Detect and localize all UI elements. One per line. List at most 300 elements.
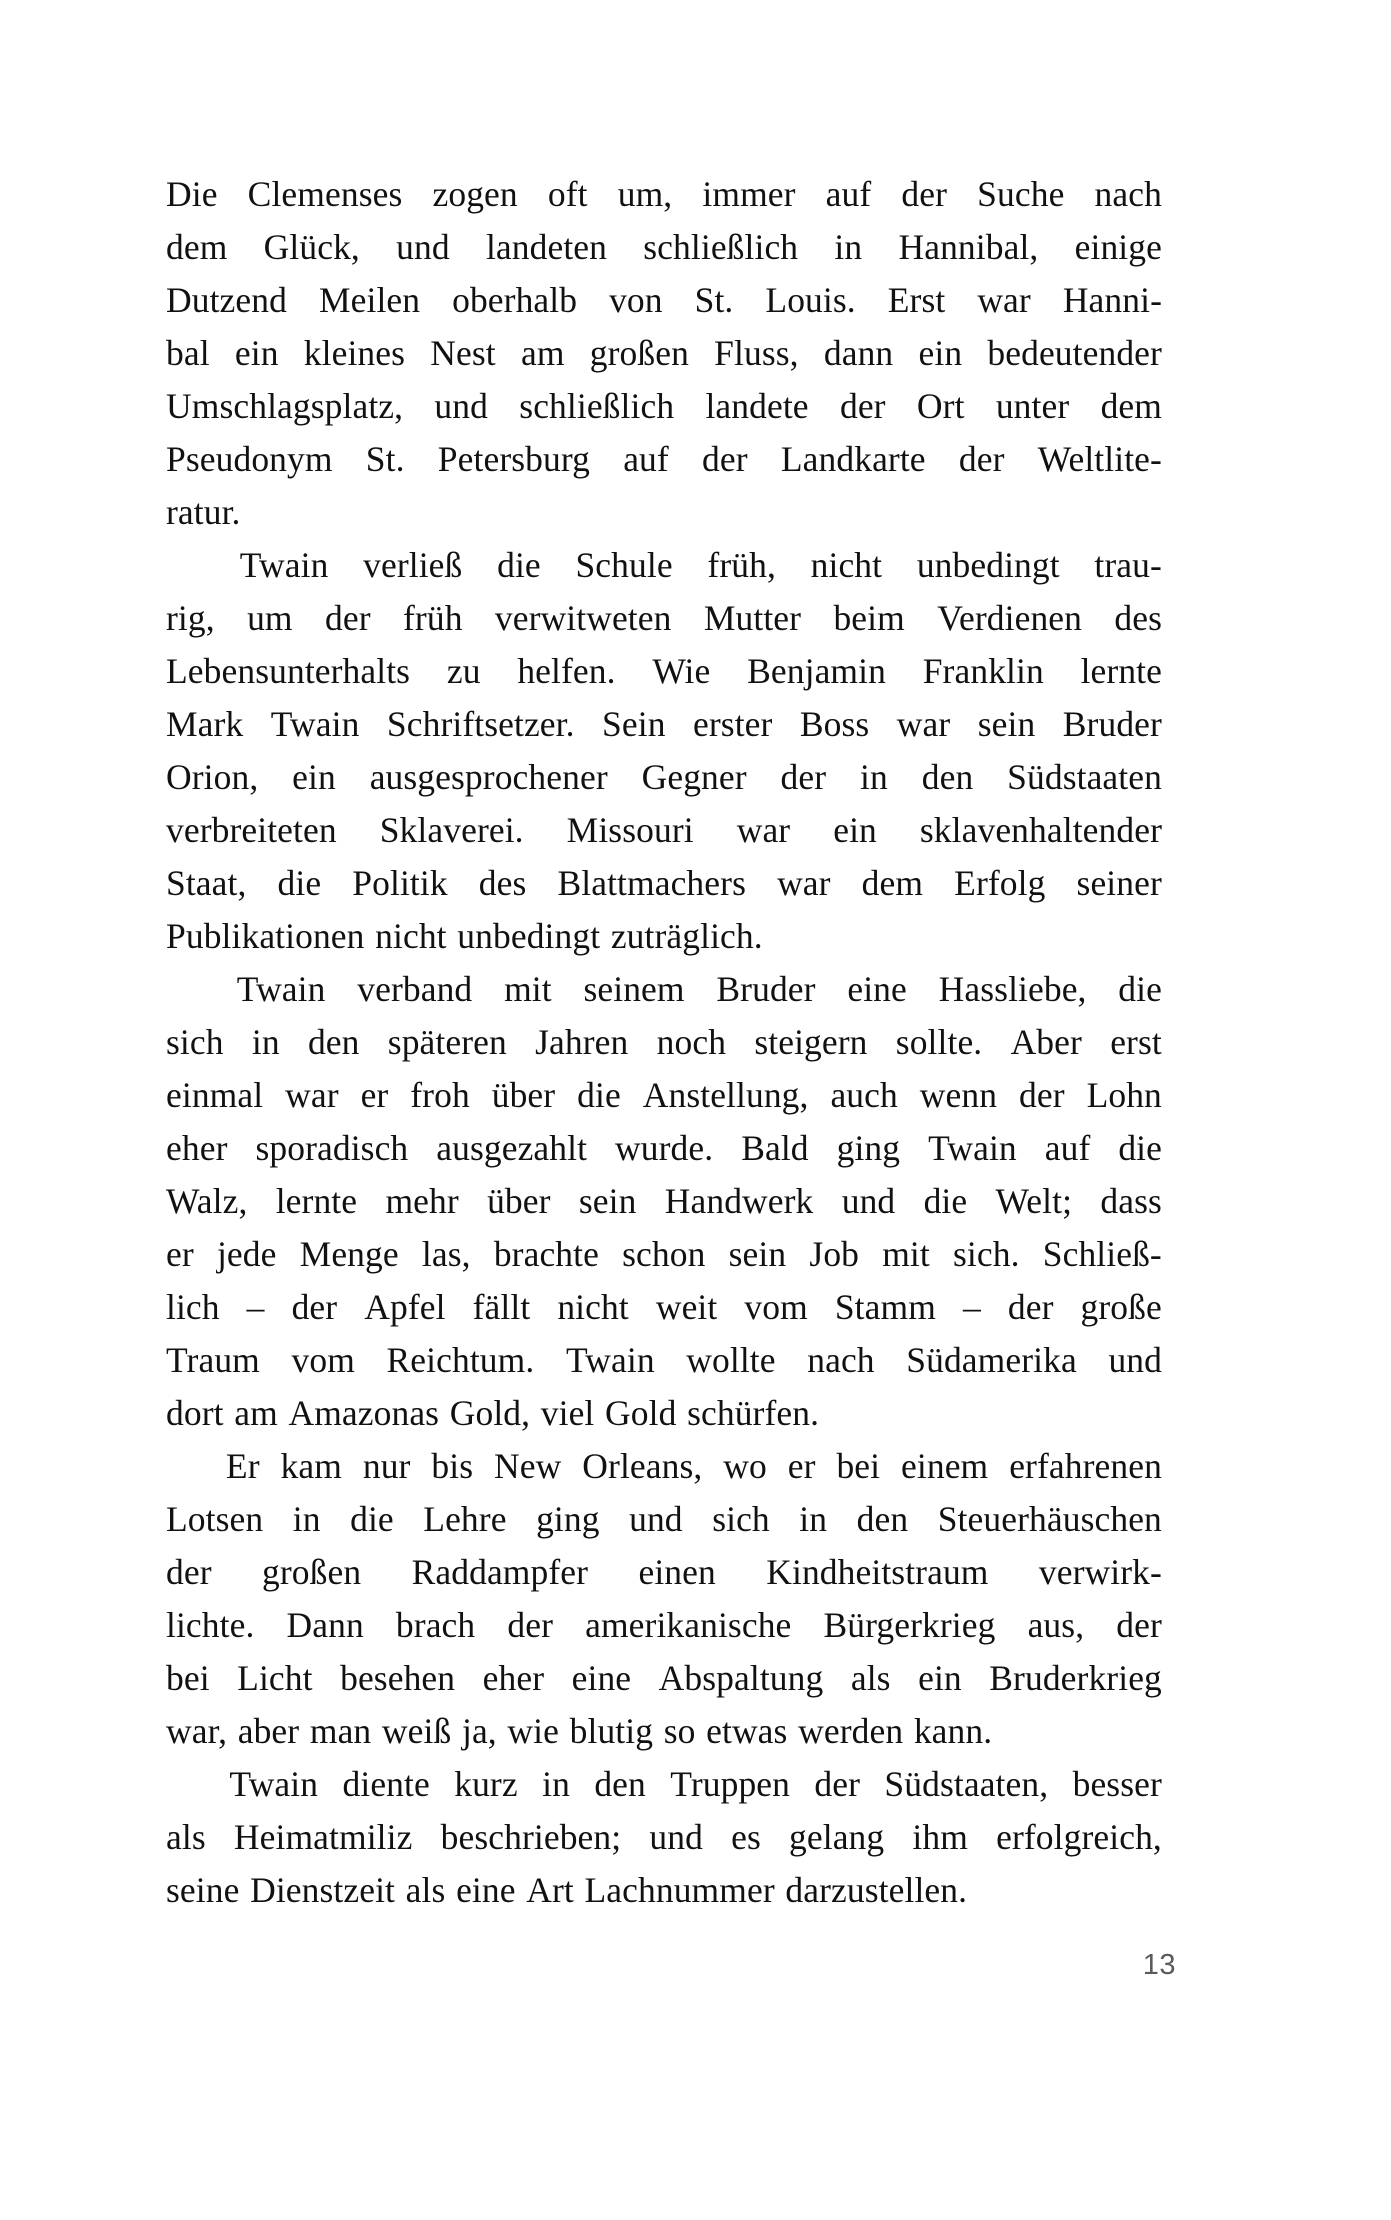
word: erfolgreich, [996, 1817, 1162, 1857]
paragraph [166, 963, 1162, 1440]
word: Südstaaten, [884, 1764, 1049, 1804]
word: verwirk- [1038, 1552, 1162, 1592]
word: am [520, 333, 565, 373]
word: Boss [799, 704, 870, 744]
word: wenn [919, 1075, 998, 1115]
word: helfen. [517, 651, 616, 691]
word: steigern [754, 1022, 868, 1062]
word: des [478, 863, 527, 903]
word: Hanni- [1062, 280, 1162, 320]
word: brach [395, 1605, 476, 1645]
word: Mark [166, 704, 244, 744]
word: Twain [236, 969, 326, 1009]
word: dann [823, 333, 894, 373]
word: ausgesprochener [369, 757, 608, 797]
word: brachte [493, 1234, 599, 1274]
word: Lachnummer [584, 1870, 775, 1910]
word: wollte [686, 1340, 776, 1380]
word: dem [166, 227, 228, 267]
word: so [663, 1711, 696, 1751]
word: wurde. [615, 1128, 714, 1168]
word: der [839, 386, 886, 426]
word: früh, [707, 545, 776, 585]
text-line [166, 963, 1162, 1016]
word: Heimatmiliz [233, 1817, 413, 1857]
word: sporadisch [255, 1128, 409, 1168]
word: war [977, 280, 1031, 320]
word: Anstellung, [642, 1075, 809, 1115]
word: späteren [387, 1022, 507, 1062]
word: Sein [602, 704, 666, 744]
word: war [777, 863, 831, 903]
word: und [434, 386, 488, 426]
word: Twain [928, 1128, 1017, 1168]
word: nicht [810, 545, 883, 585]
text-line [166, 910, 1162, 963]
word: Orleans, [582, 1446, 703, 1486]
word: und [396, 227, 450, 267]
text-line [166, 486, 1162, 539]
word: in [834, 227, 863, 267]
word: Landkarte [780, 439, 926, 479]
word: Hannibal, [898, 227, 1039, 267]
word: sich. [953, 1234, 1020, 1274]
word: bal [166, 333, 210, 373]
word: Schriftsetzer. [386, 704, 575, 744]
word: der [780, 757, 827, 797]
word: New [494, 1446, 562, 1486]
text-line [166, 1652, 1162, 1705]
word: verließ [363, 545, 463, 585]
word: beschrieben; [440, 1817, 622, 1857]
word: schließlich [643, 227, 799, 267]
word: mehr [385, 1181, 459, 1221]
word: der [901, 174, 948, 214]
word: Mutter [703, 598, 802, 638]
word: nach [807, 1340, 875, 1380]
word: Staat, [166, 863, 247, 903]
word: Franklin [922, 651, 1044, 691]
word: erst [1110, 1022, 1162, 1062]
word: um, [617, 174, 673, 214]
word: seinem [583, 969, 685, 1009]
word: sich [166, 1022, 224, 1062]
text-line [166, 380, 1162, 433]
text-line [166, 1387, 1162, 1440]
word: mit [882, 1234, 930, 1274]
word: Pseudonym [166, 439, 333, 479]
word: war [896, 704, 951, 744]
word: Fluss, [714, 333, 799, 373]
word: rig, [166, 598, 215, 638]
text-line [166, 1546, 1162, 1599]
word: jede [216, 1234, 277, 1274]
word: Lebensunterhalts [166, 651, 411, 691]
word: oberhalb [452, 280, 578, 320]
word: weiß [381, 1711, 452, 1751]
word: großen [589, 333, 689, 373]
word: Amazonas [288, 1393, 440, 1433]
word: gelang [789, 1817, 885, 1857]
word: mit [504, 969, 552, 1009]
word: Art [526, 1870, 574, 1910]
word: Verdienen [937, 598, 1082, 638]
word: werden [798, 1711, 904, 1751]
word: lernte [1080, 651, 1162, 691]
word: Bürgerkrieg [823, 1605, 996, 1645]
word: Twain [239, 545, 329, 585]
word: war [285, 1075, 339, 1115]
word: Gegner [641, 757, 747, 797]
word: erfahrenen [1009, 1446, 1162, 1486]
word: bis [431, 1446, 474, 1486]
word: ratur. [166, 492, 241, 532]
word: in [542, 1764, 570, 1804]
word: seine [166, 1870, 240, 1910]
word: landeten [485, 227, 608, 267]
page-number: 13 [1142, 1949, 1176, 1981]
word: eine [847, 969, 907, 1009]
word: kann. [913, 1711, 993, 1751]
word: Südstaaten [1007, 757, 1162, 797]
word: die [577, 1075, 621, 1115]
word: er [360, 1075, 389, 1115]
word: kurz [454, 1764, 518, 1804]
word: den [921, 757, 974, 797]
word: nach [1094, 174, 1162, 214]
word: der [166, 1552, 212, 1592]
word: wo [723, 1446, 767, 1486]
word: sein [977, 704, 1036, 744]
word: las, [421, 1234, 471, 1274]
word: Erst [887, 280, 946, 320]
word: und [1108, 1340, 1162, 1380]
paragraph [166, 168, 1162, 539]
word: Nest [430, 333, 496, 373]
word: Erfolg [954, 863, 1046, 903]
word: Publikationen [166, 916, 365, 956]
word: des [1114, 598, 1162, 638]
word: diente [342, 1764, 430, 1804]
word: unbedingt [916, 545, 1060, 585]
word: eher [482, 1658, 545, 1698]
text-line [166, 274, 1162, 327]
word: Missouri [566, 810, 694, 850]
word: dem [861, 863, 924, 903]
word: Südamerika [906, 1340, 1077, 1380]
text-line [166, 1811, 1162, 1864]
text-line [166, 751, 1162, 804]
word: von [609, 280, 663, 320]
word: der [291, 1287, 338, 1327]
word: Hassliebe, [938, 969, 1087, 1009]
word: auf [825, 174, 872, 214]
word: – [246, 1287, 265, 1327]
word: eher [166, 1128, 228, 1168]
word: Dann [286, 1605, 364, 1645]
word: den [856, 1499, 909, 1539]
word: auf [623, 439, 669, 479]
word: Welt; [995, 1181, 1073, 1221]
word: Wie [652, 651, 711, 691]
word: verbreiteten [166, 810, 337, 850]
word: Steuerhäuschen [937, 1499, 1162, 1539]
word: in [799, 1499, 828, 1539]
word: weit [655, 1287, 718, 1327]
text-line [166, 645, 1162, 698]
word: bei [166, 1658, 210, 1698]
word: nur [362, 1446, 411, 1486]
text-line [166, 1228, 1162, 1281]
word: in [251, 1022, 280, 1062]
word: nicht [375, 916, 447, 956]
word: einen [638, 1552, 716, 1592]
word: einem [901, 1446, 989, 1486]
word: war [736, 810, 791, 850]
word: Lohn [1086, 1075, 1162, 1115]
word: Blattmachers [557, 863, 746, 903]
word: immer [702, 174, 796, 214]
word: Lotsen [166, 1499, 264, 1539]
word: Gold, [449, 1393, 531, 1433]
word: den [594, 1764, 646, 1804]
word: wie [507, 1711, 559, 1751]
word: und [649, 1817, 703, 1857]
text-line [166, 1069, 1162, 1122]
word: der [702, 439, 748, 479]
word: Licht [237, 1658, 313, 1698]
word: in [860, 757, 888, 797]
word: der [814, 1764, 861, 1804]
word: über [491, 1075, 556, 1115]
word: verwitweten [494, 598, 672, 638]
word: früh [403, 598, 463, 638]
word: Traum [166, 1340, 260, 1380]
word: Clemenses [247, 174, 403, 214]
word: auch [830, 1075, 898, 1115]
word: ging [836, 1128, 901, 1168]
word: ein [833, 810, 877, 850]
word: Schließ- [1042, 1234, 1162, 1274]
word: lernte [275, 1181, 358, 1221]
word: beim [833, 598, 905, 638]
word: Menge [299, 1234, 399, 1274]
text-line [166, 1281, 1162, 1334]
word: sein [578, 1181, 637, 1221]
word: als [405, 1870, 446, 1910]
word: Politik [352, 863, 448, 903]
word: bedeutender [987, 333, 1162, 373]
word: die [350, 1499, 394, 1539]
word: die [277, 863, 322, 903]
word: Handwerk [664, 1181, 814, 1221]
word: Glück, [263, 227, 360, 267]
text-line [166, 1175, 1162, 1228]
word: verband [357, 969, 473, 1009]
word: auf [1044, 1128, 1091, 1168]
text-line [166, 1864, 1162, 1917]
word: aus, [1027, 1605, 1085, 1645]
word: etwas [706, 1711, 788, 1751]
text-line [166, 1440, 1162, 1493]
word: der [958, 439, 1005, 479]
text-line [166, 327, 1162, 380]
text-line [166, 1493, 1162, 1546]
word: unbedingt [457, 916, 601, 956]
word: der [507, 1605, 553, 1645]
word: großen [262, 1552, 362, 1592]
word: Ort [916, 386, 965, 426]
word: zuträglich. [610, 916, 763, 956]
text-line [166, 1122, 1162, 1175]
word: Abspaltung [658, 1658, 824, 1698]
word: als [850, 1658, 891, 1698]
word: Aber [1010, 1022, 1082, 1062]
word: die [923, 1181, 968, 1221]
word: einige [1074, 227, 1162, 267]
word: trau- [1094, 545, 1162, 585]
word: Gold [605, 1393, 677, 1433]
word: war, [166, 1711, 228, 1751]
word: in [292, 1499, 321, 1539]
word: Twain [565, 1340, 655, 1380]
text-line [166, 1334, 1162, 1387]
text-line [166, 1599, 1162, 1652]
word: der [1116, 1605, 1162, 1645]
word: er [787, 1446, 816, 1486]
word: Twain [229, 1764, 319, 1804]
word: Lehre [423, 1499, 507, 1539]
word: Bruderkrieg [989, 1658, 1162, 1698]
word: oft [547, 174, 588, 214]
word: Orion, [166, 757, 259, 797]
word: Apfel [364, 1287, 446, 1327]
text-line [166, 1016, 1162, 1069]
word: darzustellen. [785, 1870, 968, 1910]
word: schon [622, 1234, 706, 1274]
word: Suche [977, 174, 1065, 214]
word: sein [728, 1234, 787, 1274]
word: Stamm [834, 1287, 936, 1327]
word: bei [836, 1446, 881, 1486]
word: sich [712, 1499, 770, 1539]
word: am [234, 1393, 278, 1433]
word: fällt [472, 1287, 531, 1327]
word: und [841, 1181, 896, 1221]
word: nicht [557, 1287, 629, 1327]
word: die [1118, 969, 1162, 1009]
word: und [629, 1499, 683, 1539]
word: zu [446, 651, 481, 691]
word: seiner [1076, 863, 1162, 903]
word: Meilen [318, 280, 421, 320]
word: Twain [270, 704, 360, 744]
word: St. [694, 280, 734, 320]
word: er [166, 1234, 194, 1274]
word: vom [291, 1340, 355, 1380]
word: unter [995, 386, 1070, 426]
word: Dienstzeit [250, 1870, 396, 1910]
word: Dutzend [166, 280, 287, 320]
word: ein [234, 333, 279, 373]
word: die [1118, 1128, 1162, 1168]
paragraph [166, 1758, 1162, 1917]
word: sollte. [895, 1022, 983, 1062]
text-line [166, 539, 1162, 592]
paragraph [166, 1440, 1162, 1758]
word: kam [280, 1446, 342, 1486]
text-line [166, 592, 1162, 645]
word: dort [166, 1393, 224, 1433]
word: amerikanische [585, 1605, 792, 1645]
word: ein [918, 333, 963, 373]
word: vom [744, 1287, 808, 1327]
text-line [166, 1758, 1162, 1811]
word: die [497, 545, 541, 585]
word: ihm [912, 1817, 968, 1857]
word: besser [1072, 1764, 1162, 1804]
word: erster [693, 704, 773, 744]
word: aber [237, 1711, 300, 1751]
word: viel [540, 1393, 595, 1433]
word: zogen [432, 174, 518, 214]
word: Kindheitstraum [766, 1552, 989, 1592]
word: Louis. [765, 280, 856, 320]
word: man [309, 1711, 372, 1751]
word: Bruder [716, 969, 816, 1009]
text-line [166, 433, 1162, 486]
word: Sklaverei. [379, 810, 524, 850]
word: besehen [340, 1658, 456, 1698]
word: dass [1100, 1181, 1162, 1221]
word: ein [292, 757, 336, 797]
text-line [166, 1705, 1162, 1758]
paragraph [166, 539, 1162, 963]
word: um [247, 598, 293, 638]
word: Bald [741, 1128, 809, 1168]
word: dem [1100, 386, 1162, 426]
word: Jahren [535, 1022, 629, 1062]
word: ausgezahlt [436, 1128, 588, 1168]
word: über [487, 1181, 551, 1221]
word: ja, [461, 1711, 497, 1751]
word: der [1019, 1075, 1065, 1115]
word: ging [536, 1499, 600, 1539]
word: eine [456, 1870, 516, 1910]
text-line [166, 168, 1162, 221]
word: einmal [166, 1075, 264, 1115]
word: Job [809, 1234, 860, 1274]
word: Walz, [166, 1181, 248, 1221]
word: den [307, 1022, 360, 1062]
word: lichte. [166, 1605, 255, 1645]
word: Schule [575, 545, 673, 585]
text-line [166, 698, 1162, 751]
word: ein [918, 1658, 962, 1698]
word: es [731, 1817, 761, 1857]
word: Truppen [670, 1764, 790, 1804]
word: sklavenhaltender [919, 810, 1162, 850]
word: – [962, 1287, 981, 1327]
word: Umschlagsplatz, [166, 386, 404, 426]
text-line [166, 221, 1162, 274]
word: blutig [569, 1711, 654, 1751]
word: kleines [303, 333, 406, 373]
word: schließlich [519, 386, 675, 426]
word: Petersburg [437, 439, 590, 479]
word: eine [571, 1658, 632, 1698]
word: große [1080, 1287, 1162, 1327]
